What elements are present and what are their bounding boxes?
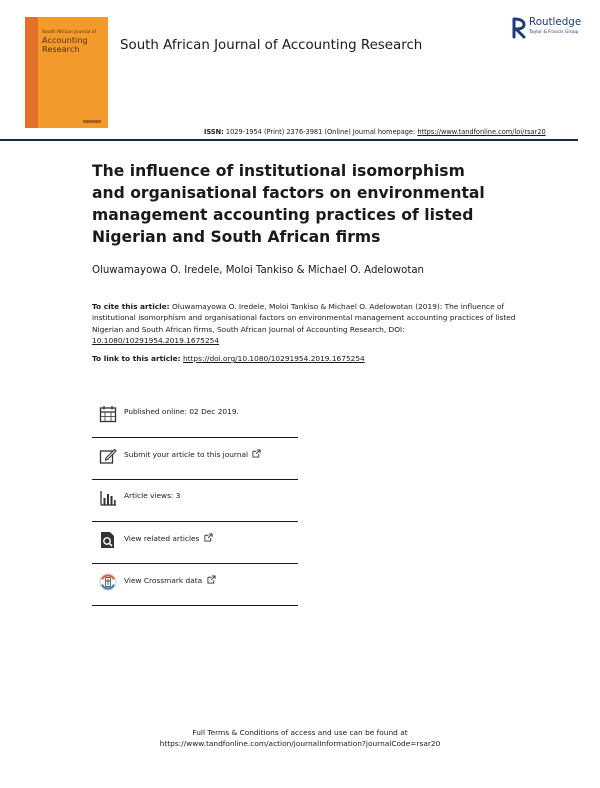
article-link-line xyxy=(92,354,365,363)
search-document-icon xyxy=(99,531,117,549)
meta-row-crossmark[interactable] xyxy=(92,564,298,606)
footer xyxy=(0,727,600,749)
article-meta-list xyxy=(92,396,298,606)
published-date: Published online: 02 Dec 2019. xyxy=(124,407,239,416)
calendar-icon xyxy=(99,405,117,423)
crossmark-link[interactable] xyxy=(124,575,216,585)
article-authors: Oluwamayowa O. Iredele, Moloi Tankiso & Michael O. Adelowotan xyxy=(92,265,425,276)
footer-terms-text: Full Terms & Conditions of access and use can be found at xyxy=(192,728,408,737)
cover-publisher-mark xyxy=(83,120,101,123)
journal-homepage-link[interactable]: https://www.tandfonline.com/loi/rsar20 xyxy=(417,128,546,136)
cover-stripe xyxy=(25,17,38,128)
article-link-label: To link to this article: xyxy=(92,354,181,363)
publisher-name: Routledge xyxy=(529,16,582,28)
issn-label: ISSN: xyxy=(204,128,224,136)
citation-text: Oluwamayowa O. Iredele, Moloi Tankiso & Michael O. Adelowotan (2019): The influence of institutional isomorphism and organisational factors on environmental management accounting practices of listed Nigerian and South African firms, South African Journal of Accounting Research, DOI: xyxy=(92,302,516,334)
issn-text: 1029-1954 (Print) 2376-3981 (Online) Journal homepage: xyxy=(225,128,416,136)
crossmark-icon xyxy=(99,573,117,591)
cover-line-1: South African Journal of xyxy=(42,30,97,35)
journal-title: South African Journal of Accounting Research xyxy=(120,38,423,53)
external-link-icon xyxy=(204,533,213,542)
external-link-icon xyxy=(252,449,261,458)
external-link-icon xyxy=(207,575,216,584)
issn-line xyxy=(204,128,546,136)
related-articles-label: View related articles xyxy=(124,534,200,543)
article-views: Article views: 3 xyxy=(124,491,181,500)
footer-terms-link[interactable]: https://www.tandfonline.com/action/journalInformation?journalCode=rsar20 xyxy=(159,739,441,749)
meta-row-related[interactable] xyxy=(92,522,298,564)
cover-text xyxy=(42,30,96,53)
meta-row-submit[interactable] xyxy=(92,438,298,480)
edit-icon xyxy=(99,447,117,465)
cover-line-3: Research xyxy=(42,43,80,54)
article-link[interactable]: https://doi.org/10.1080/10291954.2019.1675254 xyxy=(182,354,365,363)
meta-row-published xyxy=(92,396,298,438)
related-articles-link[interactable] xyxy=(124,533,213,543)
cover-line-2: Accounting xyxy=(42,35,88,45)
submit-article-link[interactable] xyxy=(124,449,261,459)
header-divider xyxy=(0,139,578,141)
meta-row-views xyxy=(92,480,298,522)
submit-article-label: Submit your article to this journal xyxy=(124,450,249,459)
doi-link[interactable]: 10.1080/10291954.2019.1675254 xyxy=(92,335,220,345)
article-title: The influence of institutional isomorphism and organisational factors on environmental management accounting practices of listed Nigerian and South African firms xyxy=(92,162,485,246)
bar-chart-icon xyxy=(99,489,117,507)
routledge-logo-icon xyxy=(512,17,526,39)
journal-cover xyxy=(25,17,108,128)
publisher-tagline: Taylor & Francis Group xyxy=(529,30,579,35)
citation-block xyxy=(92,301,522,346)
citation-label: To cite this article: xyxy=(92,302,170,311)
crossmark-label: View Crossmark data xyxy=(124,576,203,585)
